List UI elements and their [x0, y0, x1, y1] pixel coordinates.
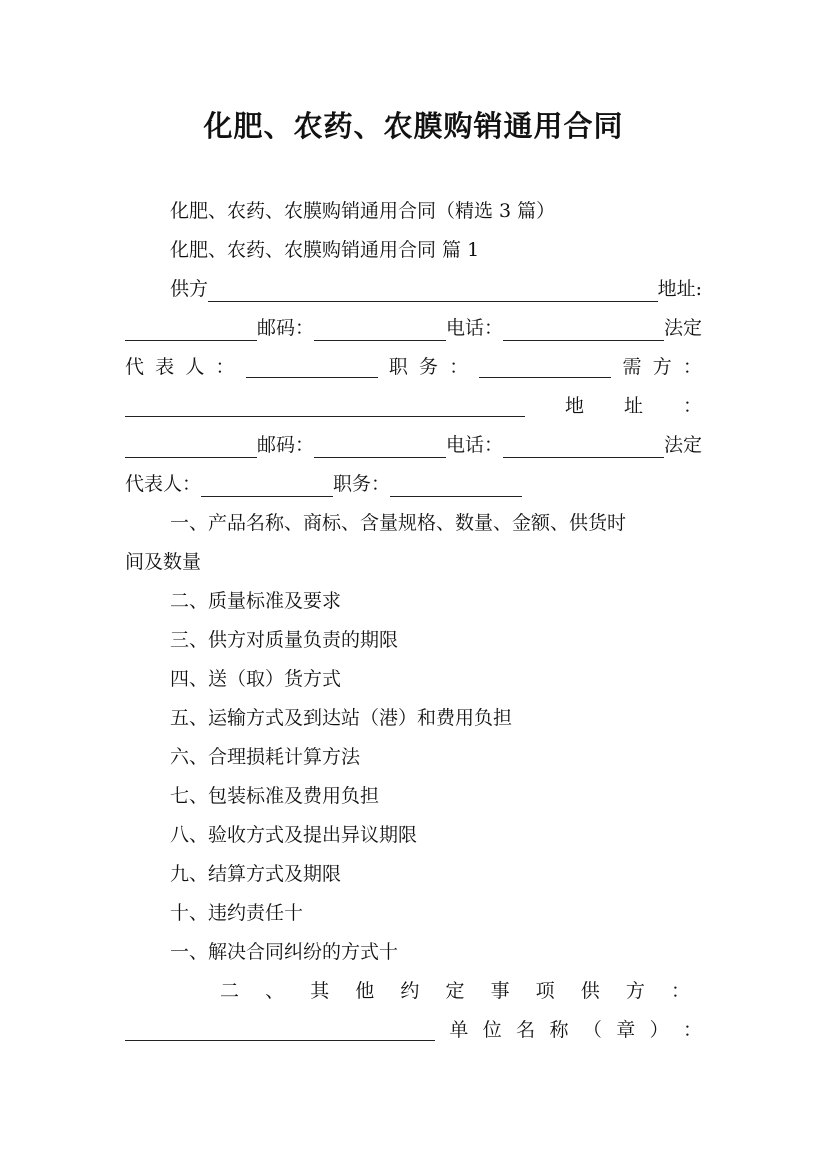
supplier-postcode-blank	[314, 320, 446, 341]
address-char: ：	[682, 395, 702, 417]
position-char: ：	[449, 356, 469, 378]
unit-char: ：	[682, 1019, 702, 1041]
other-char: 其	[310, 980, 330, 1002]
clause-8: 八、验收方式及提出异议期限	[170, 824, 418, 846]
supplier-address-label: 地址:	[657, 278, 702, 300]
unit-char: 单	[449, 1019, 469, 1041]
rep-char: 人	[185, 356, 205, 378]
buyer-char: ：	[682, 356, 702, 378]
supplier-line	[170, 276, 702, 302]
clause-3: 三、供方对质量负责的期限	[170, 629, 399, 651]
position-char: 务	[419, 356, 439, 378]
unit-char: ）	[649, 1019, 669, 1041]
unit-char: （	[582, 1019, 602, 1041]
clause-10: 十、违约责任十	[170, 902, 304, 924]
buyer-postcode-blank	[314, 437, 446, 458]
article-heading: 化肥、农药、农膜购销通用合同 篇 1	[170, 239, 480, 261]
buyer-char: 方	[652, 356, 672, 378]
clause-4: 四、送（取）货方式	[170, 668, 342, 690]
unit-blank	[125, 1020, 435, 1041]
supplier-legal-label: 法定	[663, 317, 702, 339]
buyer-postcode-label: 邮码：	[257, 434, 315, 456]
clause-5: 五、运输方式及到达站（港）和费用负担	[170, 707, 513, 729]
buyer-name-blank	[125, 396, 525, 417]
unit-name-line	[125, 1017, 702, 1043]
other-char: 约	[400, 980, 420, 1002]
unit-char: 名	[516, 1019, 536, 1041]
position-char: 职	[388, 356, 408, 378]
other-char: ：	[670, 980, 690, 1002]
supplier-name-blank	[208, 281, 658, 302]
buyer-phone-blank	[503, 437, 664, 458]
supplier-rep-blank	[246, 357, 378, 378]
document-title: 化肥、农药、农膜购销通用合同	[203, 109, 624, 143]
other-matters-line	[220, 978, 690, 1004]
supplier-position-blank	[479, 357, 611, 378]
address-char: 地	[564, 395, 584, 417]
clause-1-continued: 间及数量	[125, 551, 202, 573]
clause-7: 七、包装标准及费用负担	[170, 785, 380, 807]
rep-char: ：	[215, 356, 235, 378]
buyer-position-label: 职务：	[333, 473, 391, 495]
document-subtitle: 化肥、农药、农膜购销通用合同（精选 3 篇）	[170, 200, 556, 222]
buyer-address-blank	[125, 437, 257, 458]
buyer-name-line	[125, 393, 702, 419]
other-char: 事	[490, 980, 510, 1002]
other-char: 二	[220, 980, 240, 1002]
unit-char: 位	[482, 1019, 502, 1041]
unit-char: 称	[549, 1019, 569, 1041]
clause-1: 一、产品名称、商标、含量规格、数量、金额、供货时	[170, 512, 627, 534]
buyer-phone-label: 电话：	[446, 434, 504, 456]
supplier-address-blank	[125, 320, 257, 341]
address-char: 址	[623, 395, 643, 417]
rep-char: 代	[125, 356, 145, 378]
supplier-postcode-label: 邮码：	[257, 317, 315, 339]
buyer-rep-label: 代表人：	[125, 473, 202, 495]
supplier-label: 供方	[170, 278, 209, 300]
buyer-legal-label: 法定	[663, 434, 702, 456]
clause-6: 六、合理损耗计算方法	[170, 746, 361, 768]
rep-char: 表	[155, 356, 175, 378]
clause-11: 一、解决合同纠纷的方式十	[170, 941, 399, 963]
buyer-position-blank	[390, 476, 522, 497]
buyer-char: 需	[622, 356, 642, 378]
clause-2: 二、质量标准及要求	[170, 590, 342, 612]
unit-char: 章	[616, 1019, 636, 1041]
supplier-rep-line	[125, 354, 702, 380]
supplier-phone-label: 电话：	[446, 317, 504, 339]
clause-9: 九、结算方式及期限	[170, 863, 342, 885]
buyer-rep-line	[125, 471, 702, 497]
supplier-contact-line	[125, 315, 702, 341]
other-char: 项	[535, 980, 555, 1002]
other-char: 定	[445, 980, 465, 1002]
buyer-rep-blank	[201, 476, 333, 497]
other-char: 他	[355, 980, 375, 1002]
other-char: 方	[625, 980, 645, 1002]
other-char: 、	[265, 980, 285, 1002]
supplier-phone-blank	[503, 320, 664, 341]
other-char: 供	[580, 980, 600, 1002]
buyer-contact-line	[125, 432, 702, 458]
